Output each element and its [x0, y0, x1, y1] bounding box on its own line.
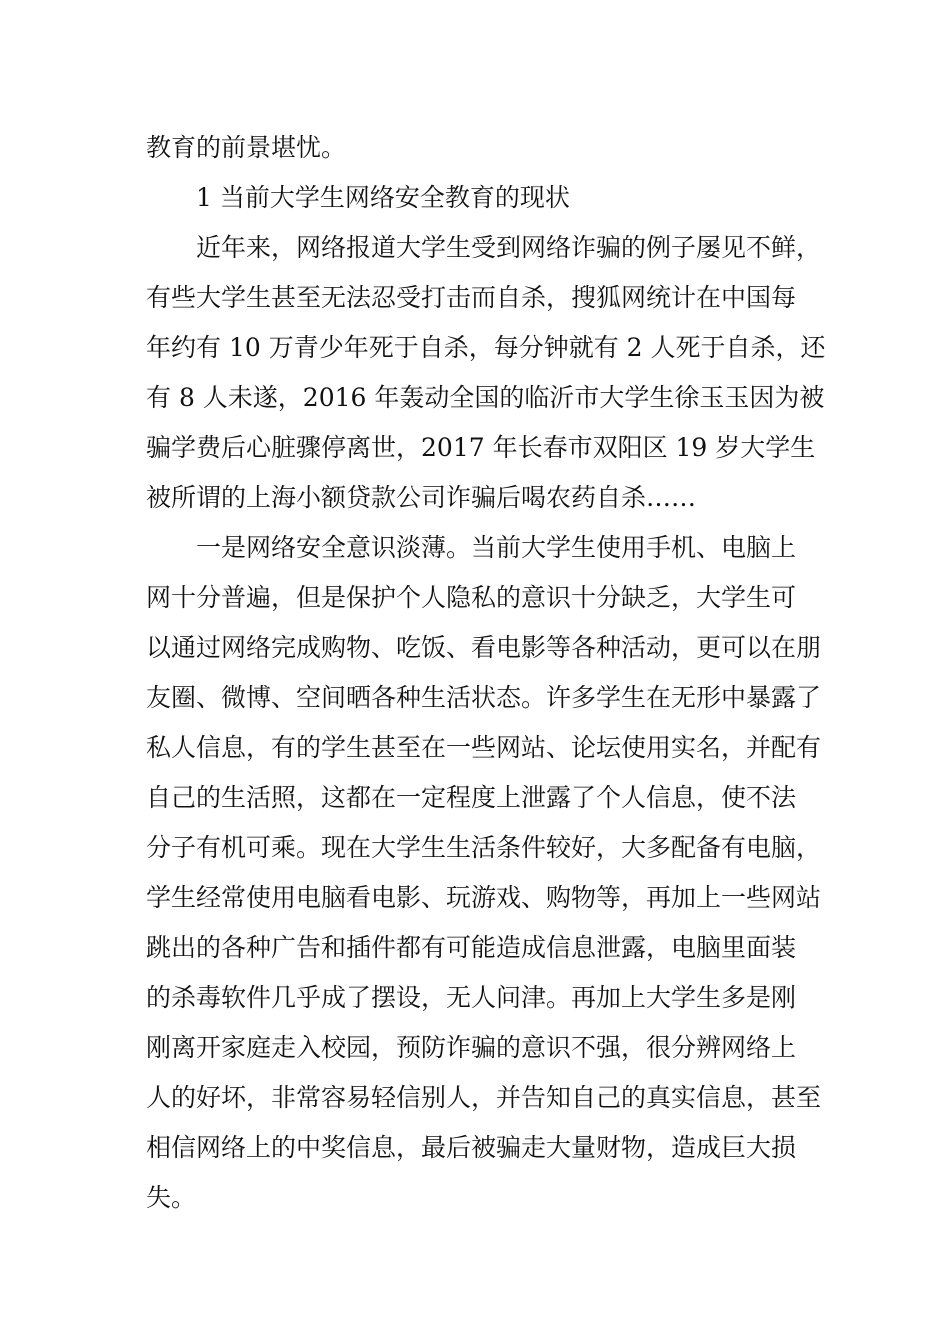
text-line: 有些大学生甚至无法忍受打击而自杀，搜狐网统计在中国每 — [146, 283, 797, 312]
text-line: 自己的生活照，这都在一定程度上泄露了个人信息，使不法 — [146, 783, 797, 812]
text-line: 私人信息，有的学生甚至在一些网站、论坛使用实名，并配有 — [146, 733, 822, 762]
text-line: 学生经常使用电脑看电影、玩游戏、购物等，再加上一些网站 — [146, 883, 822, 912]
text-line: 被所谓的上海小额贷款公司诈骗后喝农药自杀…… — [146, 483, 697, 512]
text-line: 相信网络上的中奖信息，最后被骗走大量财物，造成巨大损 — [146, 1133, 797, 1162]
text-line: 友圈、微博、空间晒各种生活状态。许多学生在无形中暴露了 — [146, 683, 822, 712]
text-line: 年约有 10 万青少年死于自杀，每分钟就有 2 人死于自杀，还 — [146, 333, 826, 362]
text-line: 人的好坏，非常容易轻信别人，并告知自己的真实信息，甚至 — [146, 1083, 822, 1112]
text-line: 教育的前景堪忧。 — [146, 133, 347, 162]
text-line: 网十分普遍，但是保护个人隐私的意识十分缺乏，大学生可 — [146, 583, 797, 612]
text-line: 的杀毒软件几乎成了摆设，无人问津。再加上大学生多是刚 — [146, 983, 797, 1012]
text-line: 近年来，网络报道大学生受到网络诈骗的例子屡见不鲜， — [196, 233, 822, 262]
text-line: 跳出的各种广告和插件都有可能造成信息泄露，电脑里面装 — [146, 933, 797, 962]
text-line: 骗学费后心脏骤停离世，2017 年长春市双阳区 19 岁大学生 — [146, 433, 816, 462]
text-line: 刚离开家庭走入校园，预防诈骗的意识不强，很分辨网络上 — [146, 1033, 797, 1062]
section-heading: 1 当前大学生网络安全教育的现状 — [196, 183, 570, 212]
text-line: 以通过网络完成购物、吃饭、看电影等各种活动，更可以在朋 — [146, 633, 822, 662]
text-line: 一是网络安全意识淡薄。当前大学生使用手机、电脑上 — [196, 533, 797, 562]
text-line: 有 8 人未遂，2016 年轰动全国的临沂市大学生徐玉玉因为被 — [146, 383, 825, 412]
text-line: 失。 — [146, 1183, 197, 1212]
text-line: 分子有机可乘。现在大学生生活条件较好，大多配备有电脑， — [146, 833, 822, 862]
document-page — [146, 0, 824, 1344]
